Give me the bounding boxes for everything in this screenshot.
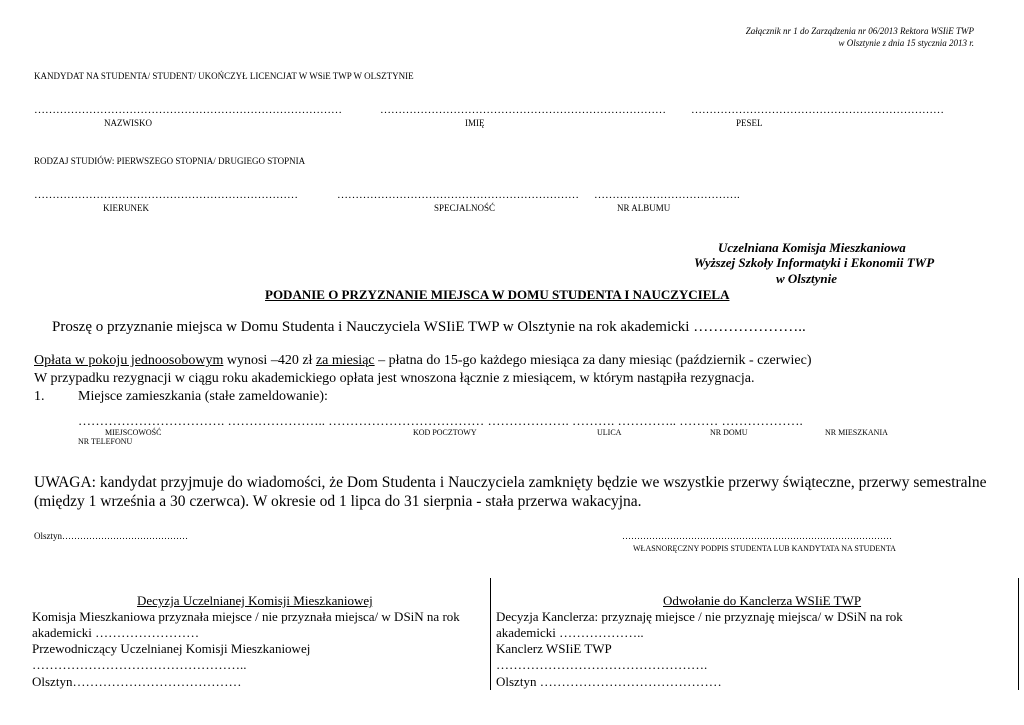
field-of-study-field[interactable]: ……………………………………………………………… [34, 189, 298, 201]
decision-line1: Komisja Mieszkaniowa przyznała miejsce / nie przyznała miejsca/ w DSiN na rok [32, 609, 460, 624]
surname-field[interactable]: ………………………………………………………………………… [34, 104, 342, 116]
appeal-line2: akademicki ……………….. [496, 625, 644, 640]
pesel-field[interactable]: …………………………………………………………… [691, 104, 944, 116]
fee-rest: – płatna do 15-go każdego miesiąca za dany miesiąc (październik - czerwiec) [374, 353, 812, 368]
flat-number-label: NR MIESZKANIA [825, 428, 888, 437]
place-date-field[interactable]: Olsztyn…………………………………… [34, 531, 188, 541]
attachment-note-line2: w Olsztynie z dnia 15 stycznia 2013 r. [838, 38, 974, 48]
request-text: Proszę o przyznanie miejsca w Domu Studenta i Nauczyciela WSIiE TWP w Olsztynie na rok akademicki ………………….. [52, 319, 806, 335]
house-number-label: NR DOMU [710, 428, 748, 437]
album-number-label: NR ALBUMU [617, 203, 671, 213]
phone-label: NR TELEFONU [78, 437, 133, 446]
pesel-label: PESEL [736, 118, 763, 128]
study-type-line: RODZAJ STUDIÓW: PIERWSZEGO STOPNIA/ DRUGIEGO STOPNIA [34, 156, 306, 166]
addressee-line3: w Olsztynie [776, 271, 838, 286]
specialty-label: SPECJALNOŚĆ [434, 203, 496, 213]
postal-code-label: KOD POCZTOWY [413, 428, 477, 437]
name-label: IMIĘ [465, 118, 485, 128]
fee-underlined-2: za miesiąc [315, 353, 375, 368]
notice-line1: UWAGA: kandydat przyjmuje do wiadomości, że Dom Studenta i Nauczyciela zamknięty będzie we wszystkie przerwy świąteczne, przerwy semestralne [34, 474, 987, 491]
decision-line3: Przewodniczący Uczelnianej Komisji Mieszkaniowej [32, 641, 311, 656]
column-divider [490, 578, 491, 690]
right-border [1018, 578, 1019, 690]
street-label: ULICA [597, 428, 622, 437]
addressee-line1: Uczelniana Komisja Mieszkaniowa [718, 240, 906, 255]
decision-line2: akademicki …………………… [32, 625, 200, 640]
signature-label: WŁASNORĘCZNY PODPIS STUDENTA LUB KANDYTATA NA STUDENTA [633, 544, 896, 553]
fee-mid: wynosi –420 zł [223, 353, 316, 368]
appeal-line1: Decyzja Kanclerza: przyznaję miejsce / nie przyznaję miejsca/ w DSiN na rok [496, 609, 903, 624]
appeal-line5[interactable]: Olsztyn …………………………………… [496, 674, 722, 689]
residence-label: Miejsce zamieszkania (stałe zameldowanie): [78, 389, 328, 404]
fee-text [34, 353, 812, 369]
surname-label: NAZWISKO [104, 118, 152, 128]
signature-field[interactable]: ……………………………………………………………………………… [622, 531, 892, 541]
decision-heading: Decyzja Uczelnianej Komisji Mieszkaniowej [137, 593, 373, 608]
appeal-heading: Odwołanie do Kanclerza WSIiE TWP [663, 593, 862, 608]
city-label: MIEJSCOWOŚĆ [105, 428, 162, 437]
addressee-line2: Wyższej Szkoły Informatyki i Ekonomii TWP [694, 255, 935, 270]
decision-line4[interactable]: ………………………………………….. [32, 657, 247, 672]
item-number: 1. [34, 389, 45, 404]
name-field[interactable]: …………………………………………………………………… [380, 104, 666, 116]
album-number-field[interactable]: …………………………………. [594, 189, 740, 201]
attachment-note-line1: Załącznik nr 1 do Zarządzenia nr 06/2013 Rektora WSIiE TWP [745, 26, 974, 36]
field-of-study-label: KIERUNEK [103, 203, 149, 213]
notice-line2: (między 1 września a 30 czerwca). W okresie od 1 lipca do 31 sierpnia - stała przerwa wakacyjna. [34, 493, 642, 510]
fee-underlined-1: Opłata w pokoju jednoosobowym [34, 353, 224, 368]
decision-line5[interactable]: Olsztyn………………………………… [32, 674, 242, 689]
appeal-line3: Kanclerz WSIiE TWP [496, 641, 612, 656]
page-title: PODANIE O PRZYZNANIE MIEJSCA W DOMU STUDENTA I NAUCZYCIELA [265, 287, 730, 302]
candidate-status-line: KANDYDAT NA STUDENTA/ STUDENT/ UKOŃCZYŁ LICENCJAT W WSiE TWP W OLSZTYNIE [34, 71, 414, 81]
appeal-line4[interactable]: …………………………………………. [496, 657, 708, 672]
address-fields[interactable]: ……………………………. ………………….. ……………………………… ………………. ………. ………….. ……… ………………. [78, 413, 803, 428]
specialty-field[interactable]: ………………………………………………………… [337, 189, 579, 201]
resignation-text: W przypadku rezygnacji w ciągu roku akademickiego opłata jest wnoszona łącznie z miesiącem, w którym nastąpiła rezygnacja. [34, 371, 755, 386]
